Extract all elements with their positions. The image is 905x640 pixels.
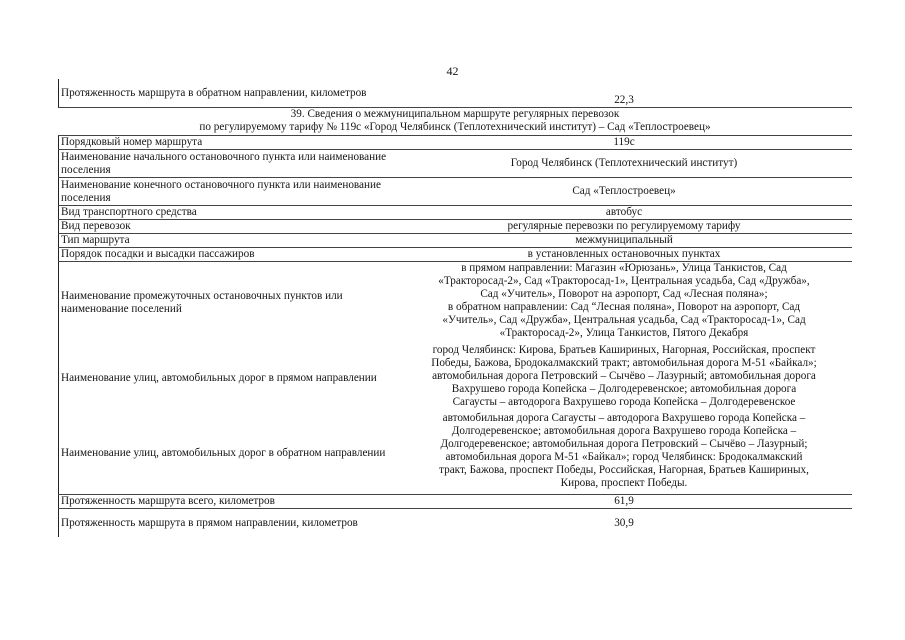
row-label: Тип маршрута bbox=[58, 234, 396, 247]
table-row bbox=[58, 220, 852, 234]
row-value: автобус bbox=[605, 206, 643, 218]
row-value: Сад «Теплостроевец» bbox=[572, 185, 676, 197]
route-info-table bbox=[58, 79, 852, 537]
table-row bbox=[58, 150, 852, 178]
table-row bbox=[58, 234, 852, 248]
row-value: 30,9 bbox=[614, 516, 634, 529]
table-row bbox=[58, 412, 852, 495]
row-value bbox=[396, 344, 852, 412]
row-label: Порядок посадки и высадки пассажиров bbox=[58, 248, 396, 261]
table-row bbox=[58, 495, 852, 509]
row-value: регулярные перевозки по регулируемому тарифу bbox=[507, 220, 741, 232]
text-line: Сад «Учитель», Поворот на аэропорт, Сад «Лесная поляна»; bbox=[480, 288, 768, 300]
text-line: автомобильная дорога Петровский – Сычёво – Лазурный; автомобильная дорога bbox=[432, 370, 816, 382]
row-label: Порядковый номер маршрута bbox=[58, 136, 396, 149]
row-label: Протяженность маршрута в прямом направлении, километров bbox=[58, 509, 396, 537]
table-row bbox=[58, 248, 852, 262]
row-value: межмуниципальный bbox=[575, 234, 673, 246]
page-number: 42 bbox=[446, 64, 459, 78]
text-line: Кирова, проспект Победы. bbox=[560, 477, 688, 489]
section-heading-line-1: 39. Сведения о межмуниципальном маршруте регулярных перевозок bbox=[290, 108, 620, 120]
section-heading bbox=[58, 108, 852, 136]
text-line: Долгодеревенское; автомобильная дорога Петровский – Сычёво – Лазурный; bbox=[440, 438, 808, 450]
text-line: «Тракторосад-2», Сад «Тракторосад-1», Центральная усадьба, Сад «Дружба», bbox=[438, 275, 810, 287]
row-label: Протяженность маршрута в обратном направлении, километров bbox=[58, 79, 396, 107]
row-value: 61,9 bbox=[614, 495, 634, 507]
text-line: тракт, Бажова, проспект Победы, Российская, Нагорная, Братьев Кашириных, bbox=[439, 464, 809, 476]
row-value: Город Челябинск (Теплотехнический институт) bbox=[510, 157, 738, 169]
row-value bbox=[396, 262, 852, 344]
table-row bbox=[58, 79, 852, 108]
text-line: автомобильная дорога М-51 «Байкал»; город Челябинск: Бродокалмакский bbox=[445, 451, 803, 463]
row-label: Наименование конечного остановочного пункта или наименование поселения bbox=[58, 178, 396, 205]
text-line: «Тракторосад-2», Улица Танкистов, Пятого Декабря bbox=[499, 327, 749, 339]
row-value: 119с bbox=[613, 136, 635, 148]
text-line: Сагаусты – автодорога Вахрушево города Копейска – Долгодеревенское bbox=[452, 396, 796, 408]
text-line: Победы, Бажова, Бродокалмакский тракт; автомобильная дорога М-51 «Байкал»; bbox=[431, 357, 817, 369]
text-line: Долгодеревенское; автомобильная дорога Вахрушево города Копейска – bbox=[451, 425, 797, 437]
row-label: Вид перевозок bbox=[58, 220, 396, 233]
table-row bbox=[58, 344, 852, 412]
table-row bbox=[58, 262, 852, 344]
row-label: Наименование улиц, автомобильных дорог в обратном направлении bbox=[58, 412, 396, 494]
row-label: Вид транспортного средства bbox=[58, 206, 396, 219]
row-value: в установленных остановочных пунктах bbox=[527, 248, 721, 260]
text-line: город Челябинск: Кирова, Братьев Кашириных, Нагорная, Российская, проспект bbox=[432, 344, 816, 356]
table-row bbox=[58, 136, 852, 150]
row-label: Наименование улиц, автомобильных дорог в прямом направлении bbox=[58, 344, 396, 412]
table-row bbox=[58, 178, 852, 206]
text-line: Вахрушево города Копейска – Долгодеревенское; автомобильная дорога bbox=[451, 383, 797, 395]
row-label: Наименование начального остановочного пункта или наименование поселения bbox=[58, 150, 396, 177]
row-label: Протяженность маршрута всего, километров bbox=[58, 495, 396, 508]
text-line: в прямом направлении: Магазин «Юрюзань», Улица Танкистов, Сад bbox=[461, 262, 787, 274]
row-label: Наименование промежуточных остановочных пунктов или наименование поселений bbox=[58, 262, 396, 344]
text-line: автомобильная дорога Сагаусты – автодорога Вахрушево города Копейска – bbox=[442, 412, 806, 424]
table-row bbox=[58, 206, 852, 220]
text-line: «Учитель», Сад «Дружба», Центральная усадьба, Сад «Тракторосад-1», Сад bbox=[442, 314, 806, 326]
row-value: 22,3 bbox=[614, 94, 634, 106]
section-heading-line-2: по регулируемому тарифу № 119с «Город Челябинск (Теплотехнический институт) – Сад «Теплостроевец» bbox=[199, 121, 711, 133]
text-line: в обратном направлении: Сад “Лесная поляна», Поворот на аэропорт, Сад bbox=[447, 301, 801, 313]
row-value bbox=[396, 412, 852, 494]
table-row bbox=[58, 509, 852, 537]
